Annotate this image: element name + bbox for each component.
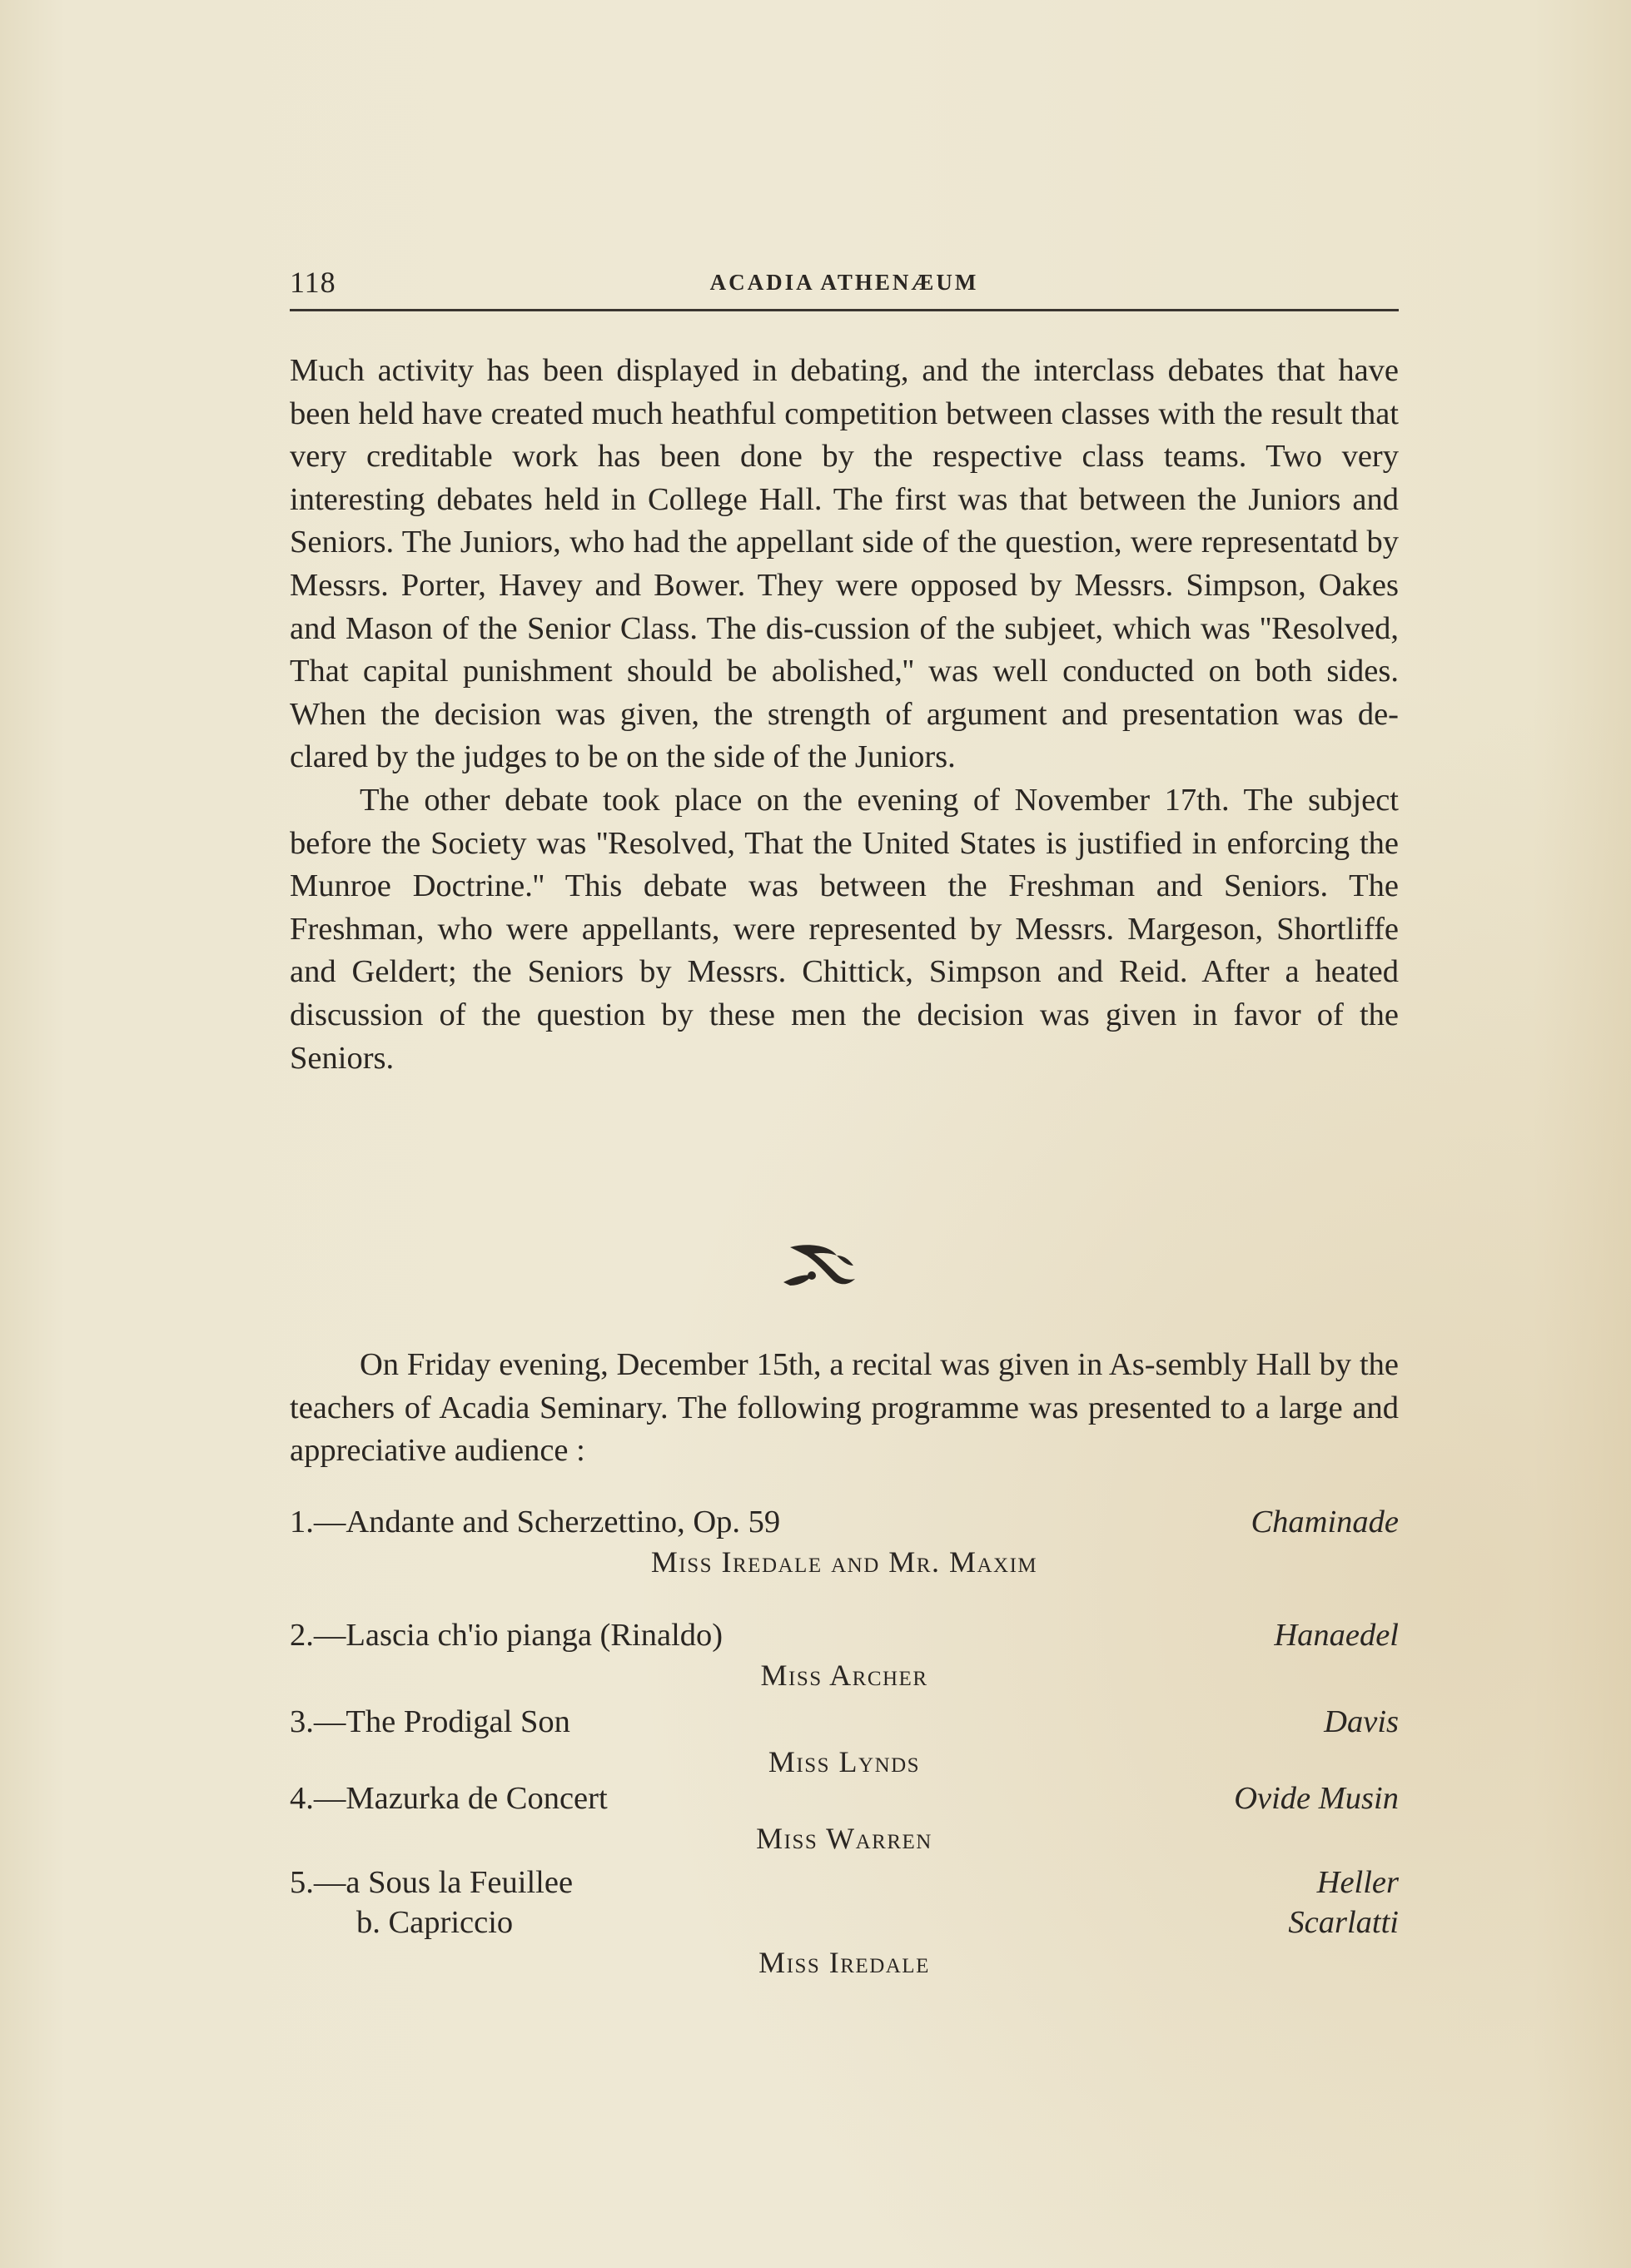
debate-paragraph-1: Much activity has been displayed in debating, and the interclass debates that have been held have created much heathful competition between classes with the result that very creditable work has been done by the respective class teams. Two very interesting debates held in College Hall. The first was that between the Juniors and Seniors. The Juniors, who had the appellant side of the question, were representatd by Messrs. Porter, Havey and Bower. They were opposed by Messrs. Simpson, Oakes and Mason of the Senior Class. The dis-cussion of the subjeet, which was ''Resolved, That capital punishment should be abolished,'' was well conducted on both sides. When the decision was given, the strength of argument and presentation was de-clared by the judges to be on the side of the Juniors.	[290, 353, 1399, 775]
program-title: 2.—Lascia ch'io pianga (Rinaldo)	[290, 1618, 724, 1653]
running-title: ACADIA ATHENÆUM	[709, 270, 979, 295]
program-performer: Miss Lynds	[768, 1745, 921, 1778]
program-title: 1.—Andante and Scherzettino, Op. 59	[290, 1505, 781, 1539]
page-header	[290, 265, 1399, 305]
program-composer: Davis	[1324, 1704, 1399, 1739]
program-performer: Miss Archer	[760, 1659, 928, 1692]
program-composer: Chaminade	[1251, 1505, 1399, 1539]
program-title: 5.—a Sous la Feuillee	[290, 1865, 574, 1900]
program-title: 3.—The Prodigal Son	[290, 1704, 570, 1739]
program-performer: Miss Iredale and Mr. Maxim	[650, 1545, 1038, 1579]
program-composer: Ovide Musin	[1234, 1781, 1399, 1816]
debate-paragraph-2: The other debate took place on the evening of November 17th. The subject before the Society was ''Resolved, That the United States is justified in enforcing the Munroe Doctrine.'' This debate was between the Freshman and Seniors. The Freshman, who were appellants, were represented by Messrs. Margeson, Shortliffe and Geldert; the Seniors by Messrs. Chittick, Simpson and Reid. After a heated discussion of the question by these men the decision was given in favor of the Seniors.	[290, 782, 1399, 1076]
program-composer: Hanaedel	[1274, 1618, 1399, 1653]
program-performer: Miss Warren	[756, 1822, 932, 1855]
program-subcomposer: Scarlatti	[1288, 1905, 1399, 1940]
program-subtitle: b. Capriccio	[356, 1905, 514, 1940]
recital-section	[290, 1344, 1399, 1473]
debate-section	[290, 350, 1399, 1080]
header-rule	[290, 309, 1399, 311]
program-title: 4.—Mazurka de Concert	[290, 1781, 608, 1816]
recital-paragraph: On Friday evening, December 15th, a recital was given in As-sembly Hall by the teachers of Acadia Seminary. The following programme was presented to a large and appreciative audience :	[290, 1347, 1399, 1469]
program-composer: Heller	[1316, 1865, 1399, 1900]
program-performer: Miss Iredale	[758, 1946, 930, 1979]
page-number: 118	[290, 266, 336, 299]
